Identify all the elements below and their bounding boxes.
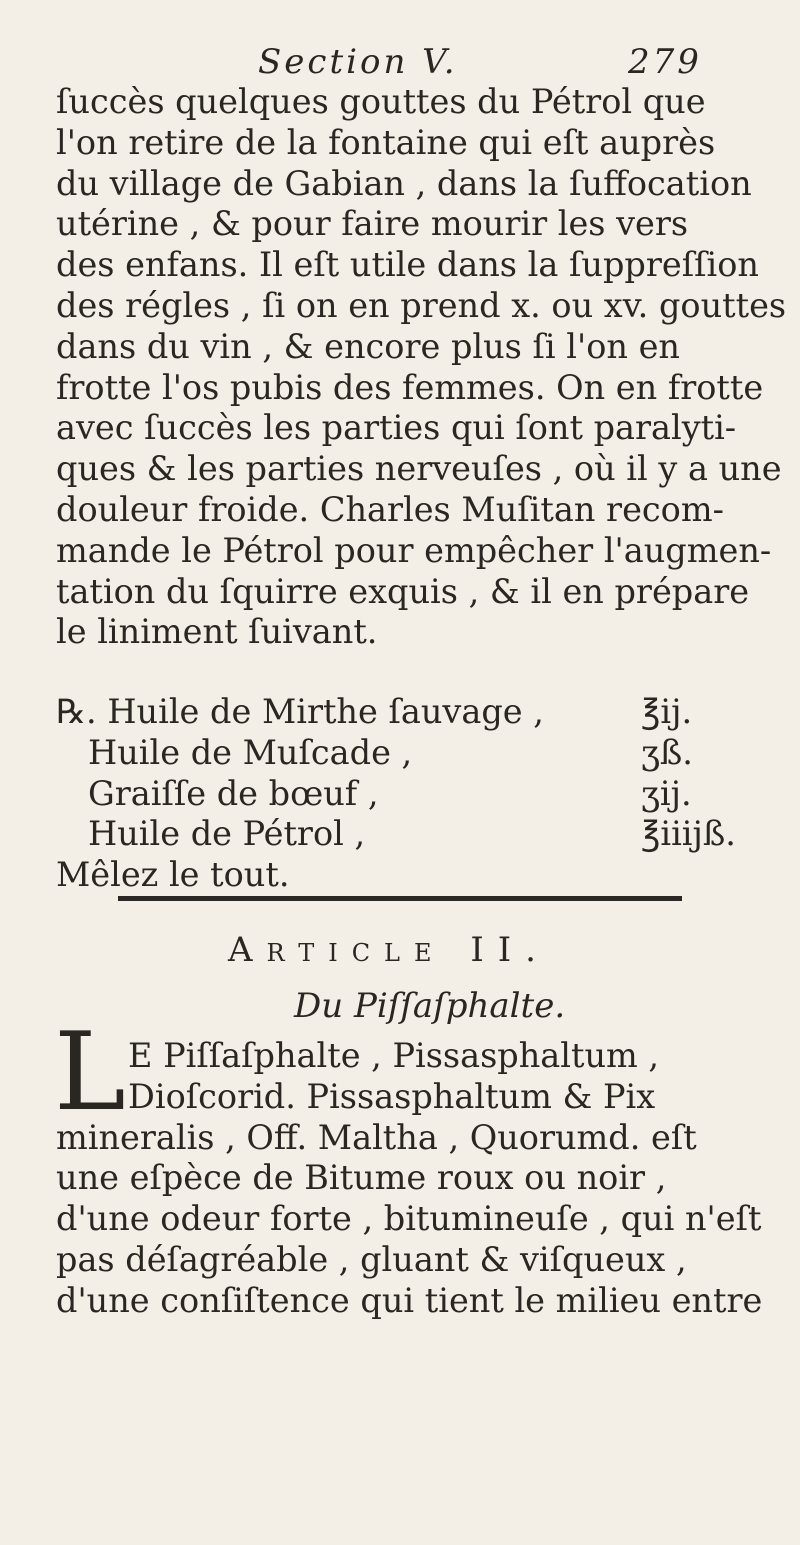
text-line: Dioſcorid. Pissasphaltum & Pix — [128, 1076, 656, 1116]
recipe-ingredient: Huile de Muſcade , — [88, 732, 413, 772]
text-line: une eſpèce de Bitume roux ou noir , — [56, 1158, 667, 1198]
text-line: du village de Gabian , dans la ſuffocation — [56, 163, 752, 203]
recipe-row — [56, 814, 776, 855]
text-line: dans du vin , & encore plus ſi l'on en — [56, 326, 681, 366]
text-line: d'une conſiſtence qui tient le milieu entre — [56, 1280, 763, 1320]
text-line: ſuccès quelques gouttes du Pétrol que — [56, 82, 706, 121]
recipe-ingredient: ℞. Huile de Mirthe ſauvage , — [56, 692, 544, 731]
section-title: Section V. — [258, 42, 458, 82]
drop-cap: L — [54, 1010, 126, 1135]
text-line: l'on retire de la fontaine qui eſt auprès — [56, 122, 716, 162]
text-line: E Piſſaſphalte , Pissasphaltum , — [128, 1036, 660, 1075]
running-header — [258, 42, 702, 82]
recipe-dose: ℥iiijß. — [641, 814, 736, 854]
recipe-ingredient: Huile de Pétrol , — [88, 814, 366, 854]
text-line: mande le Pétrol pour empêcher l'augmen- — [56, 530, 772, 570]
recipe-row — [56, 774, 776, 815]
recipe-dose: ʒij. — [641, 773, 692, 813]
text-line: ques & les parties nerveuſes , où il y a une — [56, 449, 782, 489]
article-paragraph — [56, 1036, 776, 1322]
text-line: pas déſagréable , gluant & viſqueux , — [56, 1239, 687, 1279]
body-paragraph — [56, 82, 787, 653]
text-line: des enfans. Il eſt utile dans la ſuppreſſion — [56, 245, 759, 285]
text-line: douleur froide. Charles Muſitan recom- — [56, 489, 724, 529]
recipe-ingredient: Graiſſe de bœuf , — [88, 773, 379, 813]
text-line: le liniment ſuivant. — [56, 612, 378, 652]
text-line: avec ſuccès les parties qui ſont paralyti- — [56, 408, 737, 448]
recipe-dose: ʒß. — [641, 732, 693, 772]
text-line: frotte l'os pubis des femmes. On en frotte — [56, 367, 764, 407]
recipe-row — [56, 733, 776, 774]
text-line: mineralis , Off. Maltha , Quorumd. eſt — [56, 1117, 697, 1157]
text-line: tation du ſquirre exquis , & il en prépare — [56, 571, 750, 611]
recipe-dose: ℥ij. — [641, 692, 693, 731]
recipe-closing-text: Mêlez le tout. — [56, 855, 290, 895]
recipe-row — [56, 692, 776, 733]
text-line: d'une odeur forte , bitumineuſe , qui n'eſt — [56, 1199, 762, 1239]
text-line: des régles , ſi on en prend x. ou xv. gouttes — [56, 285, 787, 325]
article-subtitle: Du Piſſaſphalte. — [294, 986, 566, 1026]
page-number: 279 — [628, 42, 702, 82]
recipe-list — [56, 692, 776, 896]
section-divider — [118, 896, 682, 901]
recipe-closing — [56, 855, 776, 896]
article-title: Article II. — [228, 930, 550, 970]
text-line: utérine , & pour faire mourir les vers — [56, 204, 689, 244]
